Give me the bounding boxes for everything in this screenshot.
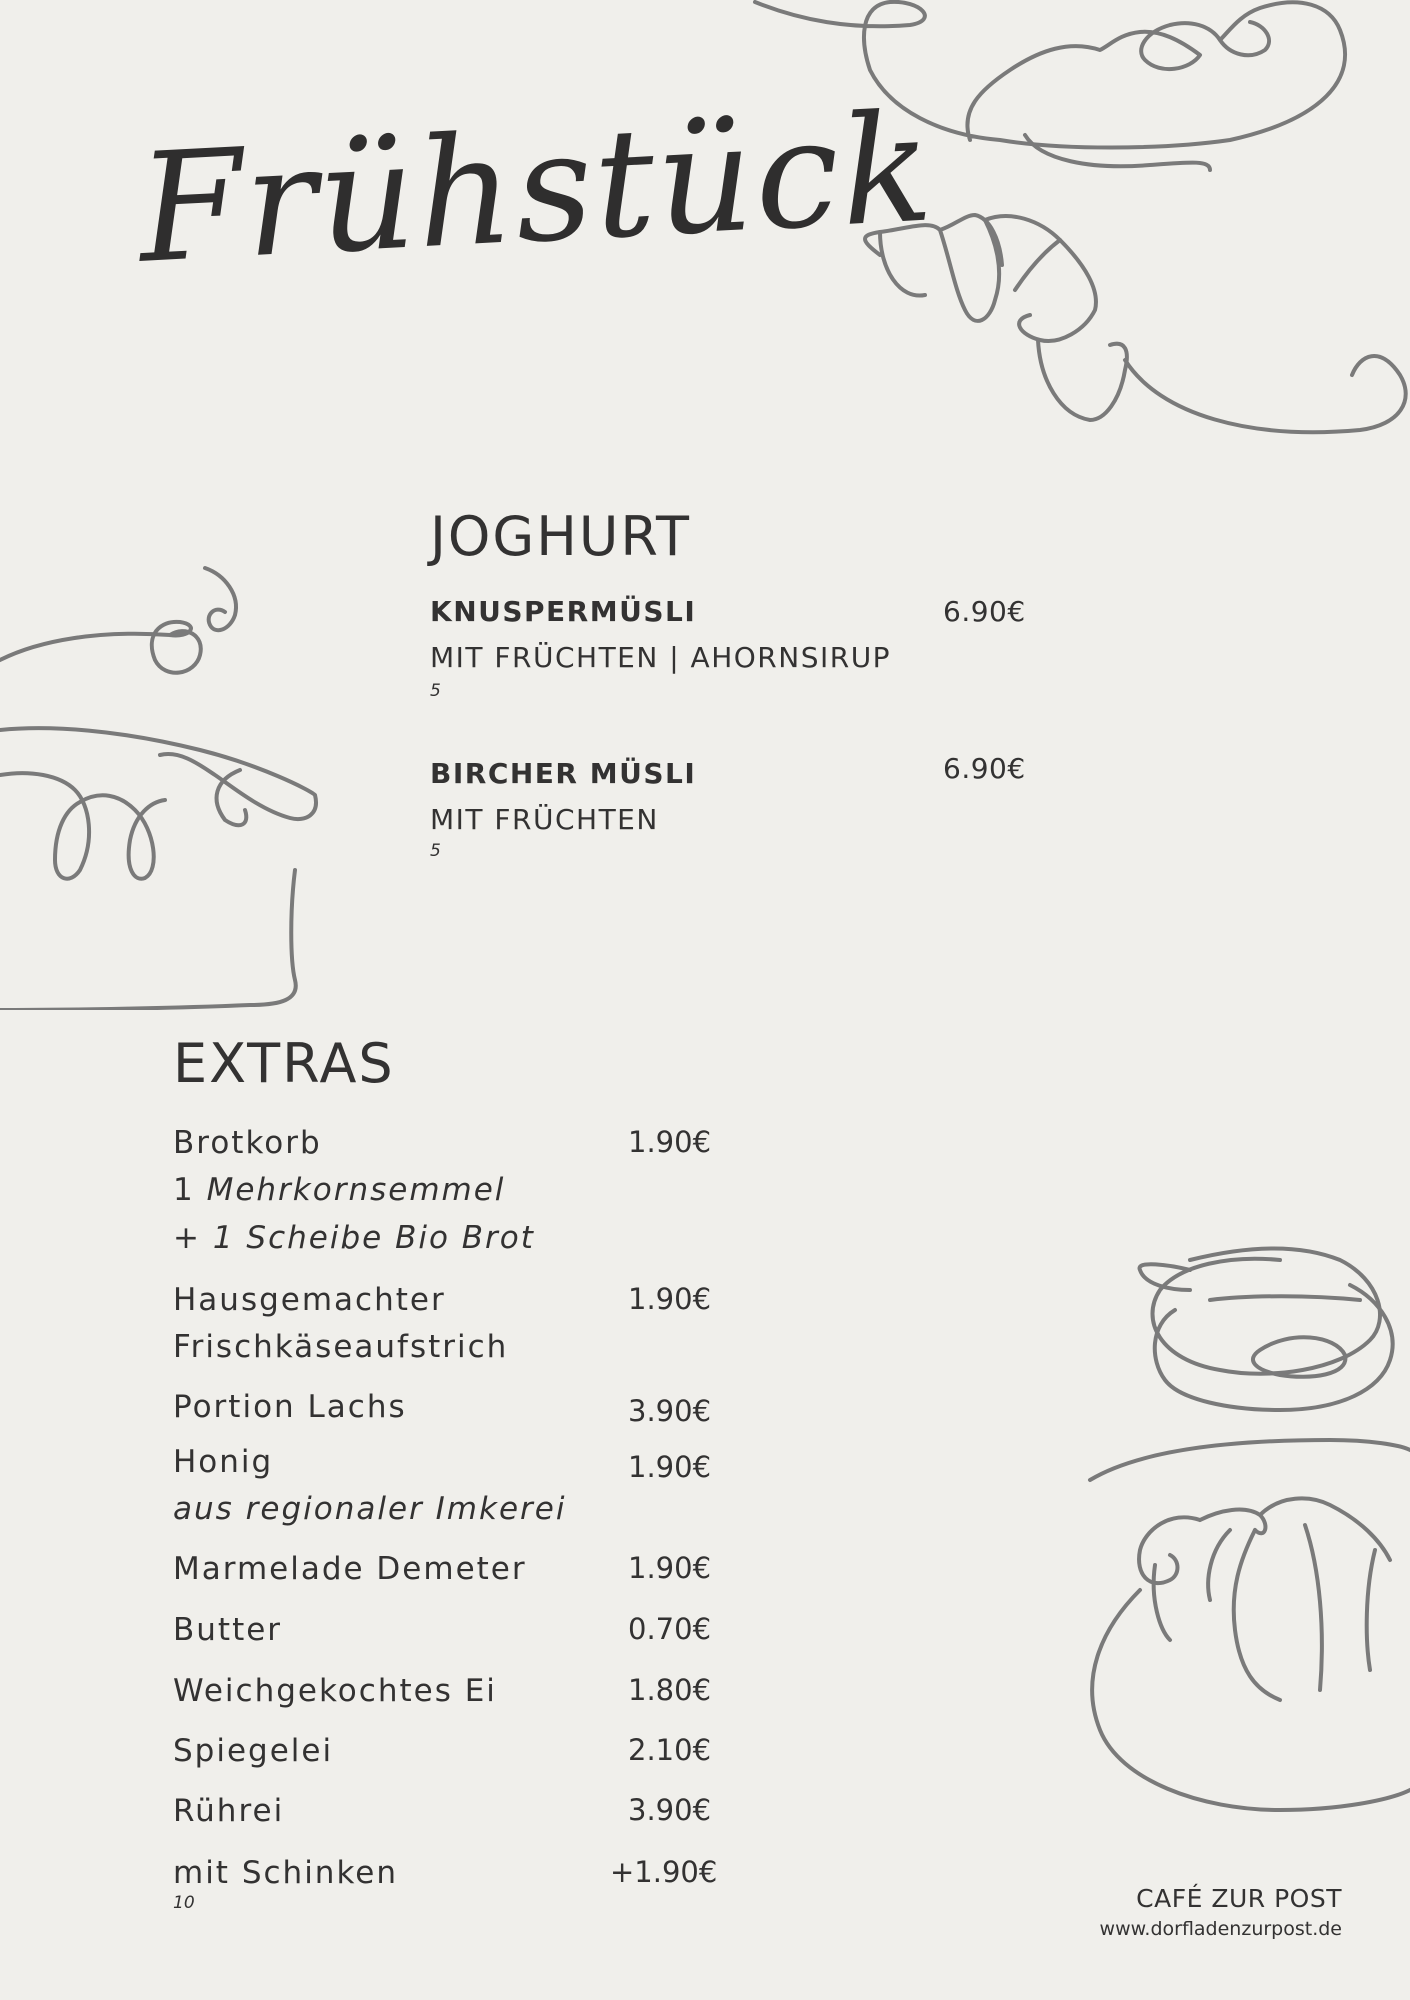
website-url: www.dorfladenzurpost.de — [1099, 1918, 1342, 1940]
extra-item-name: Portion Lachs — [173, 1389, 407, 1425]
allergen-note: 5 — [430, 841, 441, 861]
cake-line-drawing-icon — [0, 540, 330, 1010]
extra-item-detail: + 1 Scheibe Bio Brot — [173, 1220, 535, 1256]
menu-item-name: BIRCHER MÜSLI — [430, 757, 697, 790]
menu-item-price: 6.90€ — [943, 595, 1026, 628]
cafe-name: CAFÉ ZUR POST — [1136, 1884, 1342, 1913]
menu-item-name: KNUSPERMÜSLI — [430, 595, 697, 628]
extra-item-price: 1.90€ — [628, 1450, 712, 1484]
joghurt-heading: JOGHURT — [430, 505, 691, 568]
extra-item-name: Marmelade Demeter — [173, 1551, 527, 1587]
menu-item-description: MIT FRÜCHTEN — [430, 803, 659, 836]
extra-item-name-line2: Frischkäseaufstrich — [173, 1329, 509, 1365]
extra-item-price: 2.10€ — [628, 1733, 712, 1767]
extra-item-detail-text: Mehrkornsemmel — [206, 1172, 506, 1208]
menu-item-price: 6.90€ — [943, 752, 1026, 785]
extra-item-price: 1.90€ — [628, 1551, 712, 1585]
extra-item-name: Rührei — [173, 1793, 285, 1829]
extra-item-price: 1.90€ — [628, 1125, 712, 1159]
extra-item-detail: aus regionaler Imkerei — [173, 1491, 567, 1527]
menu-item-description: MIT FRÜCHTEN | AHORNSIRUP — [430, 641, 892, 674]
extra-item-name: Butter — [173, 1612, 283, 1648]
extra-item-price: 3.90€ — [628, 1394, 712, 1428]
extra-item-price: 0.70€ — [628, 1612, 712, 1646]
coffee-cup-croissant-line-drawing-icon — [1080, 1230, 1410, 1830]
extra-item-price: 1.90€ — [628, 1282, 712, 1316]
allergen-note: 5 — [430, 681, 441, 701]
extra-item-name: Hausgemachter — [173, 1282, 446, 1318]
extra-item-name: mit Schinken — [173, 1855, 399, 1891]
extra-item-detail — [173, 1172, 506, 1208]
allergen-note: 10 — [173, 1893, 195, 1913]
extra-item-name: Weichgekochtes Ei — [173, 1673, 497, 1709]
extra-item-price: +1.90€ — [610, 1855, 718, 1889]
extra-item-name: Brotkorb — [173, 1125, 322, 1161]
extra-item-name: Honig — [173, 1444, 274, 1480]
extra-item-price: 1.80€ — [628, 1673, 712, 1707]
page-title: Frühstück — [134, 81, 939, 297]
extra-item-detail-count: 1 — [173, 1172, 195, 1208]
extra-item-name: Spiegelei — [173, 1733, 334, 1769]
extras-heading: EXTRAS — [173, 1032, 395, 1095]
extra-item-price: 3.90€ — [628, 1793, 712, 1827]
